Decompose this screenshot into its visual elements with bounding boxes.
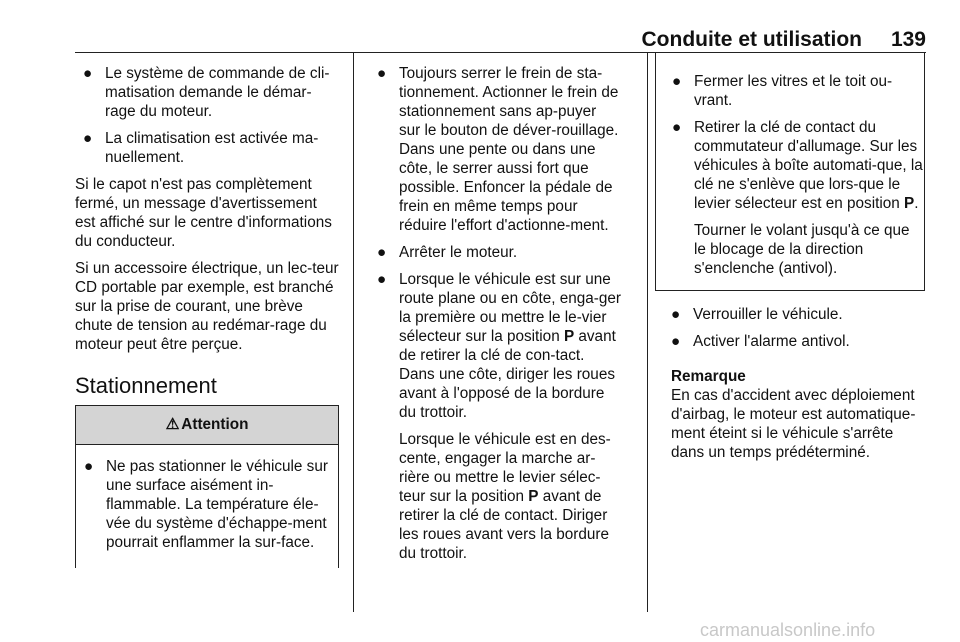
- bullet-icon: ●: [83, 65, 93, 82]
- column-1: [75, 64, 339, 568]
- list-item: ● Fermer les vitres et le toit ou-vrant.: [672, 73, 893, 109]
- bullet-icon: ●: [377, 271, 387, 288]
- continued-box: [655, 52, 925, 291]
- remark-text: En cas d'accident avec déploiement d'airbag, le moteur est automatique-ment éteint si le véhicule s'arrête dans un temps prédéterminé.: [671, 387, 916, 461]
- sub-paragraph: Tourner le volant jusqu'à ce que le blocage de la direction s'enclenche (antivol).: [694, 222, 910, 277]
- attention-header: ⚠ Attention: [76, 406, 338, 445]
- paragraph-accessory: Si un accessoire électrique, un lec-teur CD portable par exemple, est branché sur la prise de courant, une brève chute de tension au redémar-rage du moteur peut être perçue.: [75, 260, 339, 353]
- watermark: carmanualsonline.info: [700, 620, 876, 640]
- bullet-icon: ●: [672, 73, 682, 90]
- bullet-icon: ●: [377, 244, 387, 261]
- column-2: [369, 64, 621, 571]
- list-item: ● Activer l'alarme antivol.: [671, 333, 850, 350]
- sub-paragraph: Lorsque le véhicule est en des-cente, engager la marche ar-rière ou mettre le levier sélec-teur sur la position P avant de retirer la clé de contact. Diriger les roues avant vers la bordure du trottoir.: [399, 431, 611, 562]
- bullet-icon: ●: [671, 333, 681, 350]
- header-title: Conduite et utilisation: [641, 28, 862, 51]
- page-header: [0, 0, 960, 50]
- attention-box: [75, 405, 339, 568]
- list-item: ● Lorsque le véhicule est sur une route plane ou en côte, enga-ger la première ou mettre le le-vier sélecteur sur la position P avant de retirer la clé de con-tact. Dans une côte, diriger les roues avant à l'opposé de la bordure du trottoir. Lorsque le véhicule est en des-cente, engager la marche ar-rière ou mettre le levier sélec-teur sur la position P avant de retirer la clé de contact. Diriger les roues avant vers la bordure du trottoir.: [377, 271, 621, 562]
- bullet-icon: ●: [672, 119, 682, 136]
- column-divider-2: [647, 52, 648, 612]
- column-divider-1: [353, 52, 354, 612]
- list-item: ● Retirer la clé de contact du commutateur d'allumage. Sur les véhicules à boîte automati-que, la clé ne s'enlève que lors-que le levier sélecteur est en position P. Tourner le volant jusqu'à ce que le blocage de la direction s'enclenche (antivol).: [672, 119, 923, 277]
- section-title: Stationnement: [75, 373, 217, 398]
- bullet-icon: ●: [83, 130, 93, 147]
- bullet-icon: ●: [671, 306, 681, 323]
- remark-title: Remarque: [671, 368, 746, 385]
- warning-icon: ⚠: [165, 416, 180, 433]
- list-item: ● Le système de commande de cli-matisation demande le démar-rage du moteur.: [83, 65, 330, 120]
- list-item: ● Arrêter le moteur.: [377, 244, 518, 261]
- bullet-icon: ●: [377, 65, 387, 82]
- list-item: ● La climatisation est activée ma-nuellement.: [83, 130, 319, 166]
- attention-body: [76, 445, 338, 568]
- bullet-icon: ●: [84, 458, 94, 475]
- list-item: ● Verrouiller le véhicule.: [671, 306, 843, 323]
- column-3: [663, 64, 925, 462]
- list-item: ● Ne pas stationner le véhicule sur une surface aisément in-flammable. La température éle-vée du système d'échappe-ment pourrait enflammer la sur-face.: [84, 458, 328, 551]
- page-number: 139: [890, 28, 926, 51]
- paragraph-hood: Si le capot n'est pas complètement fermé, un message d'avertissement est affiché sur le centre d'informations du conducteur.: [75, 176, 332, 250]
- list-item: ● Toujours serrer le frein de sta-tionnement. Actionner le frein de stationnement sans ap-puyer sur le bouton de déver-rouillage. Dans une pente ou dans une côte, le serrer aussi fort que possible. Enfoncer la pédale de frein en même temps pour réduire l'effort d'actionne-ment.: [377, 65, 619, 234]
